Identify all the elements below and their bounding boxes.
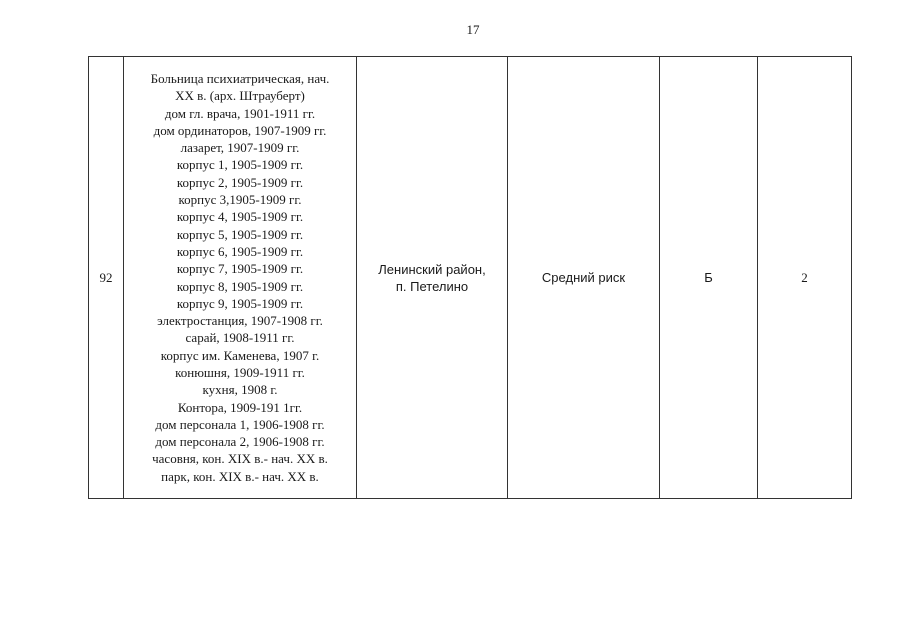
table-row [89, 57, 852, 499]
name-line: кухня, 1908 г. [202, 382, 278, 398]
object-name-cell [124, 57, 357, 499]
location-line: п. Петелино [395, 278, 469, 294]
heritage-register-table [88, 56, 852, 499]
name-line: часовня, кон. XIX в.- нач. XX в. [152, 451, 328, 467]
name-line: конюшня, 1909-1911 гг. [175, 364, 305, 380]
location-cell [357, 57, 508, 499]
name-line: дом персонала 2, 1906-1908 гг. [155, 434, 325, 450]
class-cell: 2 [758, 57, 852, 499]
name-line: сарай, 1908-1911 гг. [185, 330, 295, 346]
name-line: корпус 4, 1905-1909 гг. [176, 209, 304, 225]
name-line: корпус 9, 1905-1909 гг. [176, 295, 304, 311]
risk-cell: Средний риск [508, 57, 660, 499]
name-line: корпус им. Каменева, 1907 г. [160, 347, 320, 363]
name-line: дом ординаторов, 1907-1909 гг. [153, 122, 327, 138]
name-line: дом персонала 1, 1906-1908 гг. [155, 416, 325, 432]
name-line: корпус 5, 1905-1909 гг. [176, 226, 304, 242]
name-line: XX в. (арх. Штрауберт) [175, 88, 305, 104]
name-line: корпус 3,1905-1909 гг. [178, 192, 302, 208]
name-line: корпус 1, 1905-1909 гг. [176, 157, 304, 173]
name-line: лазарет, 1907-1909 гг. [180, 140, 300, 156]
name-line: дом гл. врача, 1901-1911 гг. [164, 105, 316, 121]
row-number-cell: 92 [89, 57, 124, 499]
page-number: 17 [466, 22, 480, 37]
name-line: парк, кон. XIX в.- нач. XX в. [161, 468, 319, 484]
name-line: Контора, 1909-191 1гг. [177, 399, 303, 415]
name-line: корпус 6, 1905-1909 гг. [176, 243, 304, 259]
location-line: Ленинский район, [378, 261, 486, 277]
name-line: корпус 7, 1905-1909 гг. [176, 261, 304, 277]
name-line: корпус 2, 1905-1909 гг. [176, 174, 304, 190]
name-line: корпус 8, 1905-1909 гг. [176, 278, 304, 294]
name-line: Больница психиатрическая, нач. [150, 70, 330, 86]
category-cell: Б [660, 57, 758, 499]
name-line: электростанция, 1907-1908 гг. [157, 313, 323, 329]
